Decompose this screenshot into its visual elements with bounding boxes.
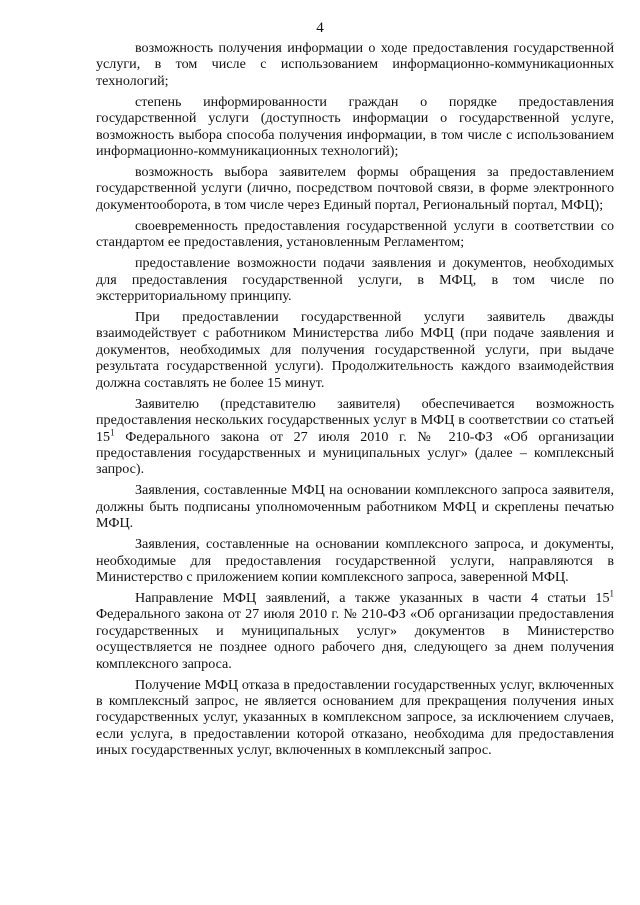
paragraph-11: Получение МФЦ отказа в предоставлении государственных услуг, включенных в комплексный запрос, не является основанием для прекращения получения иных государственных услуг, указанных в комплексном запросе, за исключением случаев, если услуга, в предоставлении которой отказано, необходима для предоставления иных государственных услуг, включенных в комплексный запрос. bbox=[96, 676, 614, 759]
page-number: 4 bbox=[316, 20, 324, 36]
paragraph-9: Заявления, составленные на основании комплексного запроса, и документы, необходимые для предоставления государственной услуги, направляются в Министерство с приложением копии комплексного запроса, заверенной МФЦ. bbox=[96, 536, 614, 585]
paragraph-7-text-before: Заявителю (представителю заявителя) обеспечивается возможность предоставления нескольких государственных услуг в МФЦ в соответствии со статьей 15 bbox=[96, 395, 614, 445]
paragraph-4: своевременность предоставления государственной услуги в соответствии со стандартом ее предоставления, установленным Регламентом; bbox=[96, 217, 614, 251]
paragraph-7-superscript: 1 bbox=[110, 426, 115, 437]
paragraph-2: степень информированности граждан о порядке предоставления государственной услуги (доступность информации о государственной услуге, возможность выбора способа получения информации, в том числе с использованием информационно-коммуникационных технологий); bbox=[96, 93, 614, 160]
paragraph-7-text-after: Федерального закона от 27 июля 2010 г. № 210-ФЗ «Об организации предоставления государственных и муниципальных услуг» (далее – комплексный запрос). bbox=[96, 428, 614, 478]
paragraph-6: При предоставлении государственной услуги заявитель дважды взаимодействует с работником Министерства либо МФЦ (при подаче заявления и документов, необходимых для получения государственной услуги, при выдаче результата государственной услуги). Продолжительность каждого взаимодействия должна составлять не более 15 минут. bbox=[96, 309, 614, 391]
paragraph-5: предоставление возможности подачи заявления и документов, необходимых для предоставления государственной услуги, в МФЦ, в том числе по экстерриториальному принципу. bbox=[96, 255, 614, 305]
paragraph-10-text-after: Федерального закона от 27 июля 2010 г. № 210-ФЗ «Об организации предоставления государственных и муниципальных услуг» документов в Министерство осуществляется не позднее одного рабочего дня, следующего за днем получения комплексного запроса. bbox=[96, 606, 614, 672]
paragraph-10-superscript: 1 bbox=[609, 588, 614, 599]
document-body bbox=[96, 40, 614, 763]
paragraph-7 bbox=[96, 396, 614, 478]
paragraph-10-text-before: Направление МФЦ заявлений, а также указанных в части 4 статьи 15 bbox=[135, 589, 610, 606]
paragraph-3: возможность выбора заявителем формы обращения за предоставлением государственной услуги (лично, посредством почтовой связи, в форме электронного документооборота, в том числе через Единый портал, Региональный портал, МФЦ); bbox=[96, 164, 614, 213]
paragraph-10 bbox=[96, 590, 614, 672]
paragraph-8: Заявления, составленные МФЦ на основании комплексного запроса заявителя, должны быть подписаны уполномоченным работником МФЦ и скреплены печатью МФЦ. bbox=[96, 482, 614, 532]
paragraph-1: возможность получения информации о ходе предоставления государственной услуги, в том числе с использованием информационно-коммуникационных технологий; bbox=[96, 40, 614, 89]
